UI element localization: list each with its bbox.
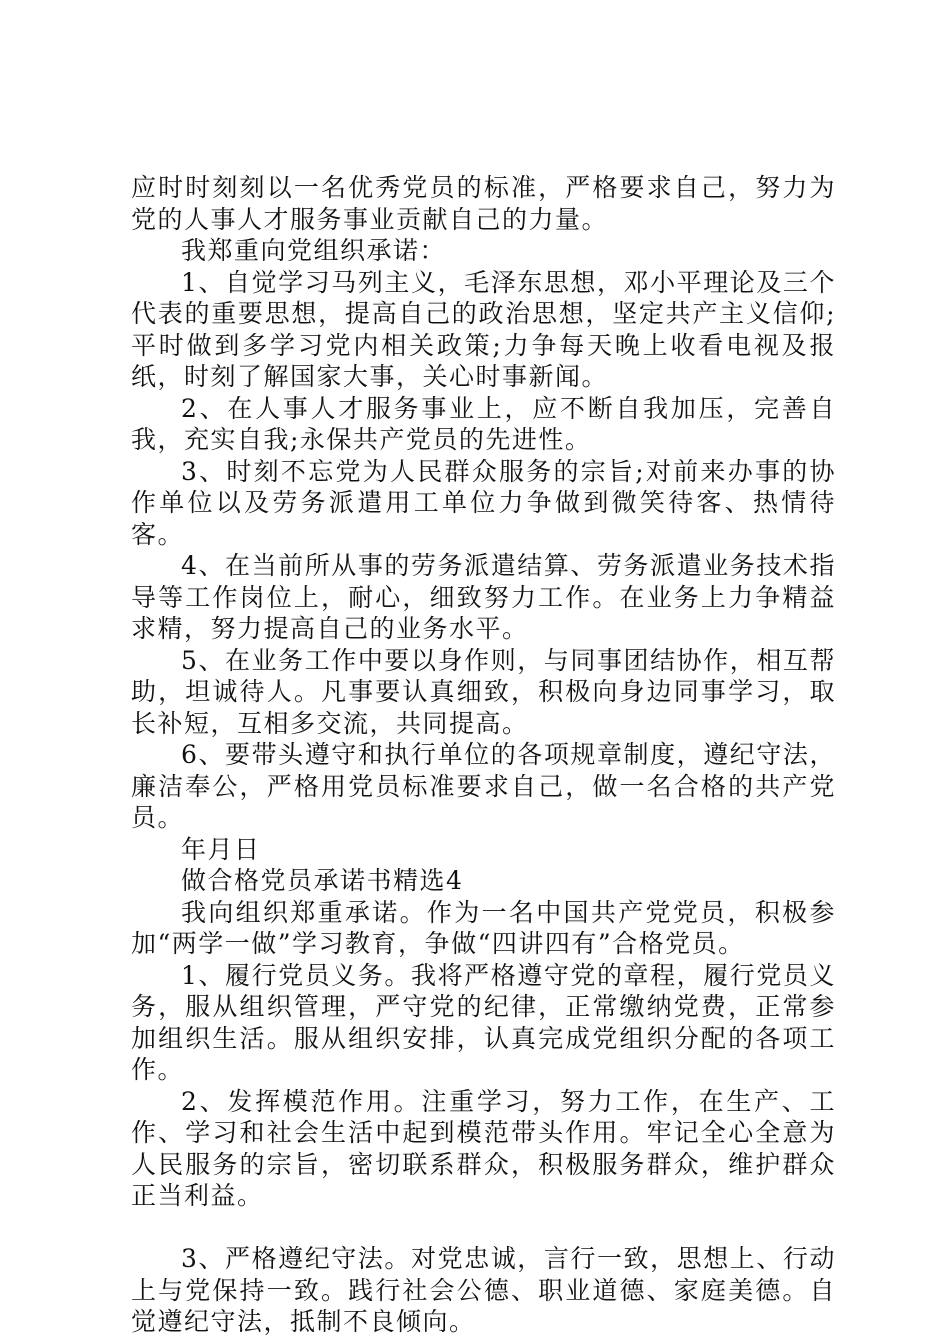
paragraph-item-2: 2、在人事人才服务事业上，应不断自我加压，完善自我，充实自我;永保共产党员的先进性。 [131, 393, 836, 454]
paragraph-gap [131, 1212, 836, 1244]
paragraph-pledge-heading: 我郑重向党组织承诺： [181, 236, 447, 265]
paragraph-item-4: 4、在当前所从事的劳务派遣结算、劳务派遣业务技术指导等工作岗位上，耐心，细致努力工作。在业务上力争精益求精，努力提高自己的业务水平。 [131, 551, 836, 643]
paragraph-item-6: 6、要带头遵守和执行单位的各项规章制度，遵纪守法，廉洁奉公，严格用党员标准要求自己，做一名合格的共产党员。 [131, 740, 836, 832]
paragraph-intro: 应时时刻刻以一名优秀党员的标准，严格要求自己，努力为党的人事人才服务事业贡献自己的力量。 [131, 173, 836, 234]
section-title: 做合格党员承诺书精选4 [181, 866, 464, 895]
paragraph-commitment: 我向组织郑重承诺。作为一名中国共产党党员，积极参加“两学一做”学习教育，争做“四讲四有”合格党员。 [131, 897, 836, 958]
paragraph-duty-1: 1、履行党员义务。我将严格遵守党的章程，履行党员义务，服从组织管理，严守党的纪律，正常缴纳党费，正常参加组织生活。服从组织安排，认真完成党组织分配的各项工作。 [131, 960, 836, 1084]
paragraph-item-5: 5、在业务工作中要以身作则，与同事团结协作，相互帮助，坦诚待人。凡事要认真细致，积极向身边同事学习，取长补短，互相多交流，共同提高。 [131, 645, 836, 738]
paragraph-item-3: 3、时刻不忘党为人民群众服务的宗旨;对前来办事的协作单位以及劳务派遣用工单位力争做到微笑待客、热情待客。 [131, 456, 836, 549]
paragraph-date: 年月日 [181, 834, 261, 864]
paragraph-item-1: 1、自觉学习马列主义，毛泽东思想，邓小平理论及三个代表的重要思想，提高自己的政治思想，坚定共产主义信仰;平时做到多学习党内相关政策;力争每天晚上收看电视及报纸，时刻了解国家大事，关心时事新闻。 [131, 267, 836, 391]
paragraph-duty-3: 3、严格遵纪守法。对党忠诚，言行一致，思想上、行动上与党保持一致。践行社会公德、职业道德、家庭美德。自觉遵纪守法，抵制不良倾向。 [131, 1244, 836, 1336]
document-body [131, 172, 836, 1338]
paragraph-duty-2: 2、发挥模范作用。注重学习，努力工作，在生产、工作、学习和社会生活中起到模范带头作用。牢记全心全意为人民服务的宗旨，密切联系群众，积极服务群众，维护群众正当利益。 [131, 1086, 836, 1210]
